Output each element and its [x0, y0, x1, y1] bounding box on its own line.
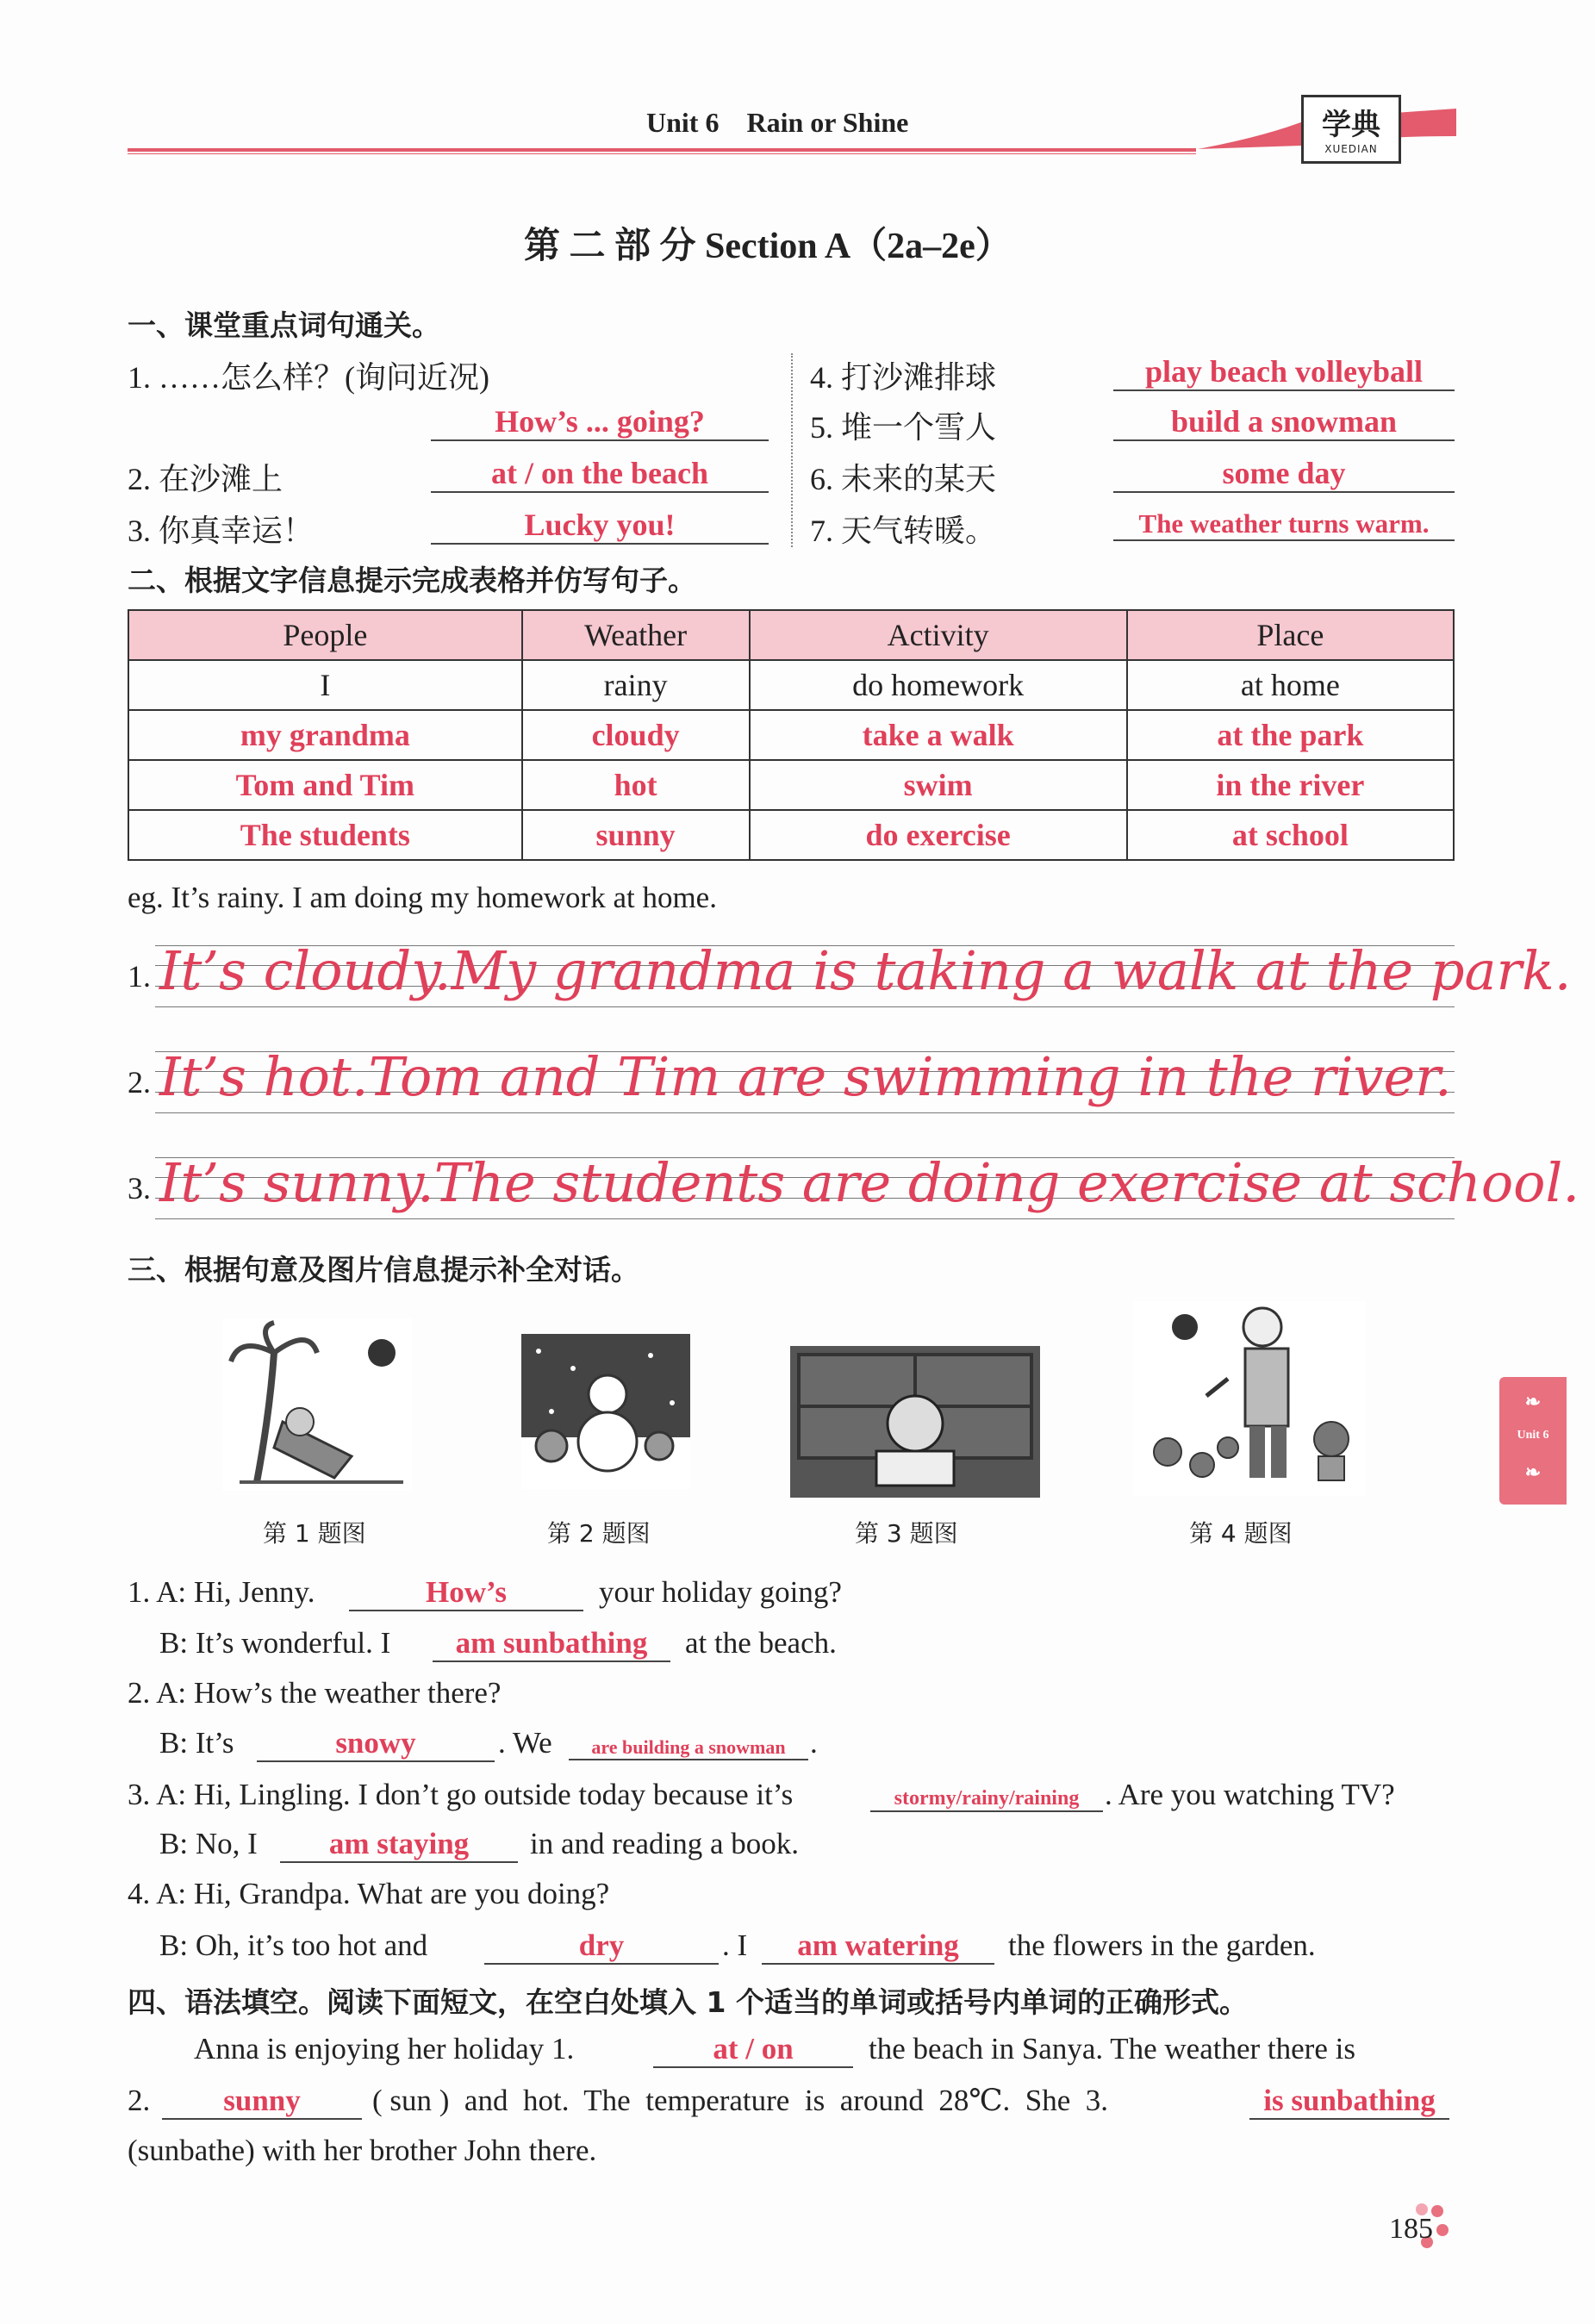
- table-cell[interactable]: cloudy: [522, 710, 750, 760]
- part3-heading: 三、根据句意及图片信息提示补全对话。: [128, 1253, 639, 1287]
- caption-3: 第 3 题图: [855, 1519, 958, 1548]
- p1-q1: 1. ……怎么样？(询问近况): [128, 360, 489, 395]
- p1-a1[interactable]: How’s ... going?: [431, 403, 769, 441]
- table-cell[interactable]: take a walk: [750, 710, 1127, 760]
- p4-line2-mid: ( sun ) and hot. The temperature is around 28℃. She 3.: [372, 2084, 1109, 2117]
- table-cell[interactable]: at the park: [1127, 710, 1454, 760]
- d1b-post: at the beach.: [685, 1626, 837, 1660]
- sentence-num-2: 2.: [128, 1065, 151, 1100]
- table-cell[interactable]: my grandma: [128, 710, 522, 760]
- col-place: Place: [1127, 610, 1454, 660]
- d4b-mid: . I: [722, 1928, 748, 1962]
- d2a-text: 2. A: How’s the weather there?: [128, 1676, 502, 1710]
- section-title: 第 二 部 分 Section A（2a–2e）: [524, 227, 1012, 266]
- info-table: [128, 609, 1455, 861]
- header-rule: [128, 148, 1196, 152]
- p4-line3: (sunbathe) with her brother John there.: [128, 2134, 597, 2167]
- tab-ornament-bottom: ❧: [1524, 1461, 1542, 1483]
- table-cell[interactable]: in the river: [1127, 760, 1454, 810]
- p4-line2-pre: 2.: [128, 2084, 151, 2117]
- picture-reading-indoors: [790, 1346, 1040, 1498]
- d2b-answer-2[interactable]: are building a snowman: [569, 1736, 808, 1760]
- d3b-answer[interactable]: am staying: [280, 1827, 518, 1863]
- table-cell: do homework: [750, 660, 1127, 710]
- p1-a5[interactable]: build a snowman: [1113, 403, 1455, 441]
- p4-answer-2[interactable]: sunny: [162, 2084, 362, 2120]
- d2b-post: .: [810, 1726, 818, 1760]
- picture-beach-sunbathing: [222, 1318, 412, 1491]
- caption-1: 第 1 题图: [263, 1519, 366, 1548]
- part2-heading: 二、根据文字信息提示完成表格并仿写句子。: [128, 564, 696, 597]
- sentence-num-3: 3.: [128, 1171, 151, 1206]
- table-row: [128, 660, 1454, 710]
- p4-answer-3[interactable]: is sunbathing: [1249, 2084, 1449, 2120]
- handwritten-sentence-1[interactable]: It’s cloudy.My grandma is taking a walk at the park.: [159, 939, 1572, 1002]
- p1-a7[interactable]: The weather turns warm.: [1113, 508, 1455, 541]
- caption-4: 第 4 题图: [1189, 1519, 1293, 1548]
- table-cell: rainy: [522, 660, 750, 710]
- tab-label: Unit 6: [1517, 1429, 1549, 1442]
- table-row: [128, 710, 1454, 760]
- d1a-post: your holiday going?: [599, 1575, 842, 1609]
- d2b-answer-1[interactable]: snowy: [257, 1726, 495, 1762]
- part4-heading: 四、语法填空。阅读下面短文，在空白处填入 1 个适当的单词或括号内单词的正确形式。: [128, 1985, 1248, 2019]
- page-number: 185: [1389, 2213, 1433, 2245]
- d3a-text: 3. A: Hi, Lingling. I don’t go outside today because it’s: [128, 1778, 794, 1811]
- col-people: People: [128, 610, 522, 660]
- p1-q3: 3. 你真幸运！: [128, 514, 315, 548]
- table-header-row: [128, 610, 1454, 660]
- p1-a6[interactable]: some day: [1113, 455, 1455, 493]
- p1-a2[interactable]: at / on the beach: [431, 455, 769, 493]
- writing-line: [155, 1006, 1455, 1007]
- sentence-num-1: 1.: [128, 959, 151, 994]
- d3a-answer[interactable]: stormy/rainy/raining: [870, 1787, 1103, 1812]
- d4b-answer-2[interactable]: am watering: [762, 1928, 994, 1965]
- handwritten-sentence-2[interactable]: It’s hot.Tom and Tim are swimming in the river.: [159, 1045, 1452, 1108]
- header-rule-thin: [128, 153, 1196, 154]
- picture-snowman: [521, 1334, 690, 1489]
- publisher-logo: 学典 XUEDIAN: [1301, 95, 1401, 164]
- caption-2: 第 2 题图: [547, 1519, 651, 1548]
- d4b-text: B: Oh, it’s too hot and: [159, 1928, 428, 1962]
- side-tab-unit: [1499, 1377, 1567, 1505]
- tab-ornament-top: ❧: [1524, 1391, 1542, 1412]
- p1-a4[interactable]: play beach volleyball: [1113, 353, 1455, 391]
- d3a-post: . Are you watching TV?: [1105, 1778, 1395, 1811]
- p1-q7: 7. 天气转暖。: [810, 514, 997, 548]
- picture-watering-flowers: [1133, 1301, 1366, 1496]
- writing-line: [155, 1112, 1455, 1113]
- table-cell[interactable]: hot: [522, 760, 750, 810]
- p4-line1-post: the beach in Sanya. The weather there is: [869, 2032, 1355, 2065]
- table-cell[interactable]: at school: [1127, 810, 1454, 860]
- part1-heading: 一、课堂重点词句通关。: [128, 308, 440, 342]
- p1-a3[interactable]: Lucky you!: [431, 507, 769, 545]
- table-row: [128, 810, 1454, 860]
- d1b-answer[interactable]: am sunbathing: [433, 1626, 670, 1662]
- table-cell[interactable]: swim: [750, 760, 1127, 810]
- p1-q6: 6. 未来的某天: [810, 462, 997, 496]
- p4-line1-pre: Anna is enjoying her holiday 1.: [194, 2032, 575, 2065]
- table-row: [128, 760, 1454, 810]
- p1-divider: [791, 353, 794, 547]
- d4a-text: 4. A: Hi, Grandpa. What are you doing?: [128, 1877, 610, 1910]
- table-cell[interactable]: Tom and Tim: [128, 760, 522, 810]
- col-activity: Activity: [750, 610, 1127, 660]
- handwritten-sentence-3[interactable]: It’s sunny.The students are doing exercise at school.: [159, 1151, 1580, 1214]
- d1a-text: 1. A: Hi, Jenny.: [128, 1575, 315, 1609]
- table-cell[interactable]: The students: [128, 810, 522, 860]
- table-cell[interactable]: sunny: [522, 810, 750, 860]
- table-cell: at home: [1127, 660, 1454, 710]
- d1a-answer[interactable]: How’s: [349, 1575, 583, 1611]
- example-sentence: eg. It’s rainy. I am doing my homework at home.: [128, 881, 717, 914]
- d4b-post: the flowers in the garden.: [1008, 1928, 1316, 1962]
- p1-q2: 2. 在沙滩上: [128, 462, 283, 496]
- table-cell[interactable]: do exercise: [750, 810, 1127, 860]
- col-weather: Weather: [522, 610, 750, 660]
- table-cell: I: [128, 660, 522, 710]
- unit-title: Rain or Shine: [746, 107, 909, 138]
- p4-answer-1[interactable]: at / on: [653, 2032, 853, 2068]
- d2b-mid: . We: [498, 1726, 552, 1760]
- d4b-answer-1[interactable]: dry: [484, 1928, 719, 1965]
- p1-q5: 5. 堆一个雪人: [810, 410, 997, 445]
- unit-label: Unit 6: [646, 107, 720, 138]
- d2b-text: B: It’s: [159, 1726, 234, 1760]
- writing-line: [155, 1218, 1455, 1219]
- running-header: [646, 107, 908, 139]
- d1b-text: B: It’s wonderful. I: [159, 1626, 391, 1660]
- d3b-post: in and reading a book.: [530, 1827, 799, 1860]
- d3b-text: B: No, I: [159, 1827, 258, 1860]
- p1-q4: 4. 打沙滩排球: [810, 360, 997, 395]
